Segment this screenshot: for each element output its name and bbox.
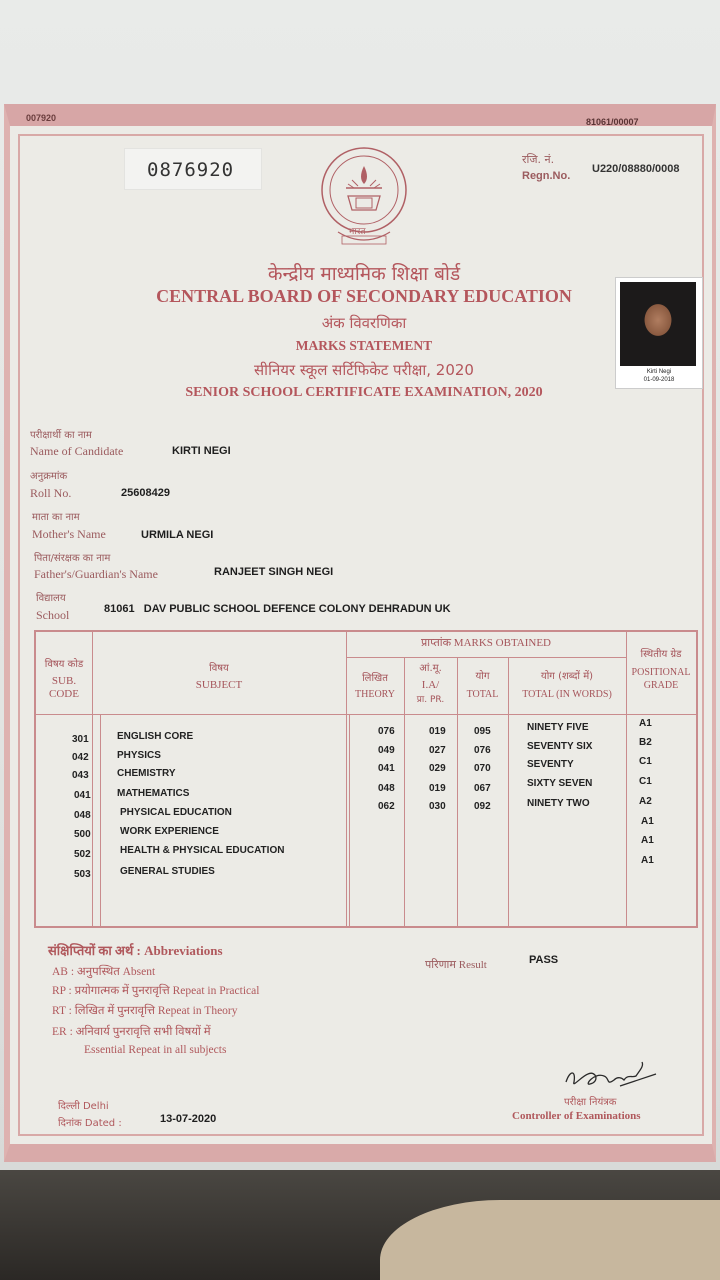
abbr-rp: RP : प्रयोगात्मक में पुनरावृत्ति Repeat in Practical <box>52 985 260 997</box>
row-subject: MATHEMATICS <box>117 788 190 799</box>
header-ia-pr: प्रा. PR. <box>416 695 445 705</box>
row-total-words: SEVENTY <box>527 759 574 770</box>
candidate-photo <box>615 277 703 389</box>
row-code: 301 <box>72 734 89 745</box>
right-code: 81061/00007 <box>586 117 639 127</box>
candidate-name: KIRTI NEGI <box>172 445 231 457</box>
col-sep-code-inner <box>100 715 101 927</box>
signature-icon <box>560 1056 664 1094</box>
row-grade: B2 <box>639 737 652 748</box>
name-label-hi: परीक्षार्थी का नाम <box>30 430 92 441</box>
row-total: 095 <box>474 726 491 737</box>
row-grade: A1 <box>641 816 654 827</box>
header-words-en: TOTAL (IN WORDS) <box>522 689 612 700</box>
row-code: 048 <box>74 810 91 821</box>
header-grade-en: POSITIONAL GRADE <box>631 667 691 691</box>
abbr-rt: RT : लिखित में पुनरावृत्ति Repeat in Theory <box>52 1005 238 1017</box>
header-subject-en: SUBJECT <box>195 679 243 691</box>
father-name: RANJEET SINGH NEGI <box>214 566 334 578</box>
row-total-words: NINETY FIVE <box>527 722 589 733</box>
row-subject: CHEMISTRY <box>117 768 176 779</box>
header-words-hi: योग (शब्दों में) <box>540 671 594 682</box>
header-code-en: SUB. CODE <box>49 675 79 700</box>
left-code: 007920 <box>26 113 57 123</box>
result-value: PASS <box>529 954 559 966</box>
row-grade: A1 <box>641 835 654 846</box>
father-label-hi: पिता/संरक्षक का नाम <box>34 553 111 564</box>
exam-title-hi: सीनियर स्कूल सर्टिफिकेट परीक्षा, 2020 <box>254 361 474 379</box>
row-ia: 029 <box>429 763 446 774</box>
controller-hi: परीक्षा नियंत्रक <box>564 1097 617 1108</box>
table-top-border <box>34 630 698 632</box>
father-label-en: Father's/Guardian's Name <box>34 567 158 581</box>
row-grade: A2 <box>639 796 652 807</box>
roll-label-en: Roll No. <box>30 486 72 500</box>
mother-label-en: Mother's Name <box>32 527 106 541</box>
row-grade: A1 <box>639 718 652 729</box>
row-code: 503 <box>74 869 91 880</box>
name-label-en: Name of Candidate <box>30 444 124 458</box>
row-subject: ENGLISH CORE <box>117 731 194 742</box>
header-total-en: TOTAL <box>466 689 499 700</box>
row-theory: 062 <box>378 801 395 812</box>
statement-title-en: MARKS STATEMENT <box>295 338 433 353</box>
school-label-hi: विद्यालय <box>36 593 66 604</box>
header-subject-hi: विषय <box>209 663 229 674</box>
emblem-caption: भारत <box>348 227 366 237</box>
photo-name: Kirti Negi <box>646 369 672 375</box>
row-total: 070 <box>474 763 491 774</box>
table-left-border <box>34 630 36 928</box>
row-total: 067 <box>474 783 491 794</box>
row-ia: 027 <box>429 745 446 756</box>
header-code-hi: विषय कोड <box>44 659 84 670</box>
header-grade-hi: स्थितीय ग्रेड <box>640 649 682 660</box>
header-separator <box>34 714 698 715</box>
cloth-background <box>380 1200 720 1280</box>
row-total-words: SEVENTY SIX <box>527 741 593 752</box>
abbr-er-desc: Essential Repeat in all subjects <box>84 1044 227 1056</box>
header-theory-en: THEORY <box>355 689 395 700</box>
row-subject: GENERAL STUDIES <box>120 866 215 877</box>
dated-label: दिनांक Dated : <box>58 1118 122 1129</box>
row-total: 076 <box>474 745 491 756</box>
board-title-hi: केन्द्रीय माध्यमिक शिक्षा बोर्ड <box>267 263 461 285</box>
regn-number: U220/08880/0008 <box>592 163 680 175</box>
background-surface <box>0 1170 720 1280</box>
result-label: परिणाम Result <box>425 959 487 971</box>
place-label: दिल्ली Delhi <box>58 1101 109 1112</box>
roll-label-hi: अनुक्रमांक <box>30 471 68 482</box>
row-theory: 049 <box>378 745 395 756</box>
marks-subheader-line <box>346 657 626 658</box>
row-theory: 041 <box>378 763 395 774</box>
row-code: 041 <box>74 790 91 801</box>
roll-number: 25608429 <box>121 487 170 499</box>
row-subject: PHYSICAL EDUCATION <box>120 807 232 818</box>
mother-name: URMILA NEGI <box>141 529 214 541</box>
row-total-words: NINETY TWO <box>527 798 590 809</box>
school-label-en: School <box>36 608 70 622</box>
row-subject: PHYSICS <box>117 750 161 761</box>
abbreviations-title: संक्षिप्तियों का अर्थ : Abbreviations <box>48 943 223 958</box>
statement-title-hi: अंक विवरणिका <box>321 314 407 332</box>
row-grade: A1 <box>641 855 654 866</box>
row-code: 500 <box>74 829 91 840</box>
header-ia-hi: आं.मू. <box>419 663 442 674</box>
row-grade: C1 <box>639 756 652 767</box>
row-total: 092 <box>474 801 491 812</box>
header-ia-en: I.A/ <box>421 679 440 691</box>
row-subject: WORK EXPERIENCE <box>120 826 219 837</box>
header-theory-hi: लिखित <box>362 673 388 684</box>
table-bottom-border <box>34 926 698 928</box>
table-right-border <box>696 630 698 928</box>
board-title-en: CENTRAL BOARD OF SECONDARY EDUCATION <box>156 286 572 306</box>
row-ia: 030 <box>429 801 446 812</box>
controller-en: Controller of Examinations <box>512 1110 641 1122</box>
row-code: 502 <box>74 849 91 860</box>
photo-date: 01-09-2018 <box>643 377 675 383</box>
row-grade: C1 <box>639 776 652 787</box>
issue-date: 13-07-2020 <box>160 1113 217 1125</box>
row-subject: HEALTH & PHYSICAL EDUCATION <box>120 845 285 856</box>
header-marks-obtained: प्राप्तांक MARKS OBTAINED <box>420 637 552 649</box>
abbr-er: ER : अनिवार्य पुनरावृत्ति सभी विषयों में <box>52 1026 211 1038</box>
mother-label-hi: माता का नाम <box>32 512 80 523</box>
row-code: 043 <box>72 770 89 781</box>
row-theory: 076 <box>378 726 395 737</box>
regn-label-en: Regn.No. <box>522 170 571 182</box>
abbr-ab: AB : अनुपस्थित Absent <box>52 966 156 978</box>
row-ia: 019 <box>429 783 446 794</box>
regn-label-hi: रजि. नं. <box>522 153 555 166</box>
school-name: 81061 DAV PUBLIC SCHOOL DEFENCE COLONY DEHRADUN UK <box>104 603 451 615</box>
exam-title-en: SENIOR SCHOOL CERTIFICATE EXAMINATION, 2020 <box>185 385 543 400</box>
header-total-hi: योग <box>475 671 490 682</box>
row-total-words: SIXTY SEVEN <box>527 778 593 789</box>
row-code: 042 <box>72 752 89 763</box>
col-sep-subject-inner <box>349 715 350 927</box>
serial-number: 0876920 <box>124 148 262 190</box>
row-ia: 019 <box>429 726 446 737</box>
row-theory: 048 <box>378 783 395 794</box>
photo-image <box>620 282 696 366</box>
